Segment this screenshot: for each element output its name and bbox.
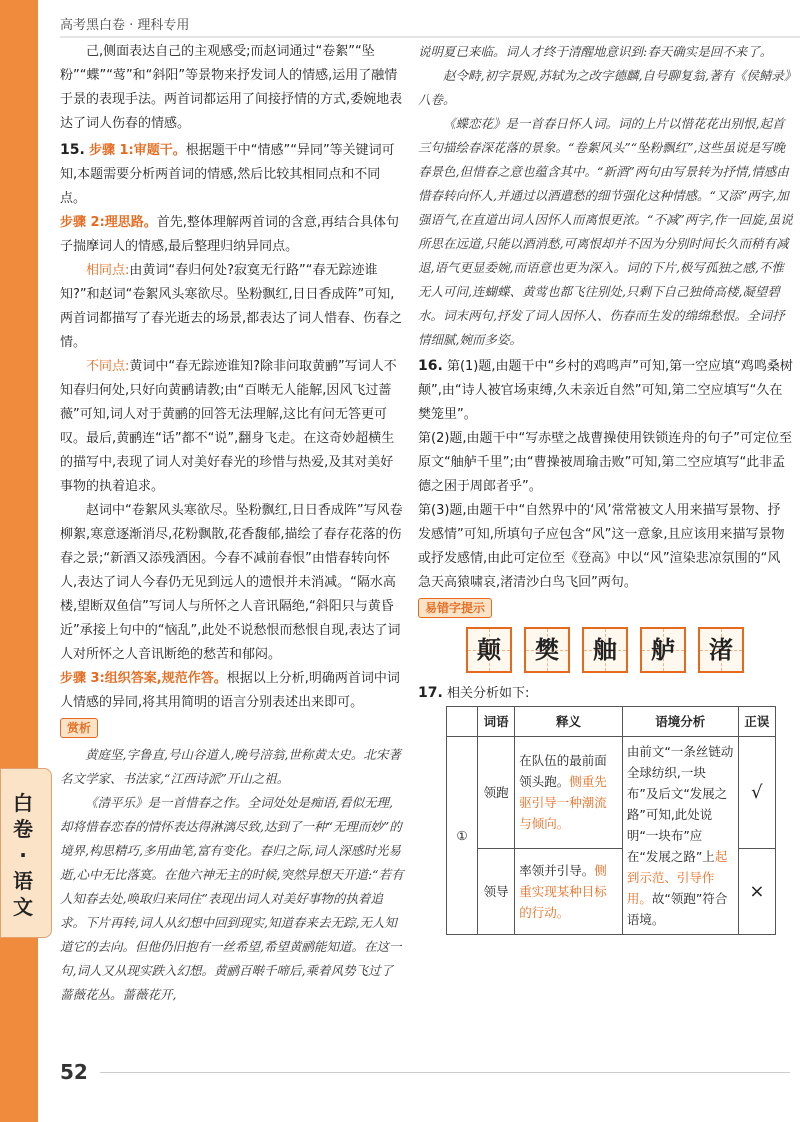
table-header: 正误 [738, 707, 775, 737]
q15-step1 [60, 138, 405, 211]
q15-step1-text: 根据题干中“情感”“异同”等关键词可知,本题需要分析两首词的情感,然后比较其相同点和不同点。 [60, 143, 395, 206]
analysis-text: 由前文“一条丝链动全球纺织,一块布”及后文“发展之路”可知,此处说明“一块布”应在“发展之路”上 [626, 744, 734, 864]
tip-chars [466, 627, 793, 673]
appreciation-badge: 赏析 [60, 718, 98, 738]
analysis-cell [622, 737, 738, 935]
tip-char-box [582, 627, 628, 673]
table-header: 语境分析 [622, 707, 738, 737]
word-cell: 领导 [478, 848, 515, 934]
header-title: 高考黑白卷 · 理科专用 [60, 18, 190, 33]
bottom-rule [100, 1072, 790, 1073]
diff-label: 不同点: [86, 359, 130, 374]
appreciation-header [60, 717, 405, 741]
q15-step3-label: 步骤 3:组织答案,规范作答。 [60, 671, 227, 686]
side-label-char: · [19, 843, 27, 867]
side-label-char: 卷 [13, 817, 33, 841]
side-bar [0, 0, 38, 1122]
qingpingle-analysis: 《清平乐》是一首惜春之作。全词处处是痴语,看似无理,却将惜春恋春的情怀表达得淋漓尽致,达到了一种“无理而妙”的境界,构思精巧,多用曲笔,富有变化。春归之际,词人深感时光易逝,心中无比落寞。在他六神无主的时候,突然异想天开道:“若有人知春去处,唤取归来同住”表现出词人对美好事物的执着追求。下片再转,词人从幻想中回到现实,知道春来去无踪,无人知道它的去向。但他仍旧抱有一丝希望,希望黄鹂能知道。在这一句,词人又从现实跌入幻想。黄鹂百啭千啼后,乘着风势飞过了蔷薇花丛。蔷薇花开, [60, 795, 404, 1002]
diff-text: 黄词中“春无踪迹谁知?除非问取黄鹂”写词人不知春归何处,只好向黄鹂请教;由“百啭无人能解,因风飞过蔷薇”可知,词人对于黄鹂的回答无法理解,这比有问无答更可叹。最后,黄鹂连“话”都不“说”,翻身飞走。在这奇妙超横生的描写中,表现了词人对美好春光的珍惜与热爱,及其对美好事物的执着追求。 [60, 359, 397, 494]
tip-char-box [698, 627, 744, 673]
q16-p1-text: 第(1)题,由题干中“乡村的鸡鸣声”可知,第一空应填“鸡鸣桑树颠”,由“诗人被官场束缚,久未亲近自然”可知,第二空应填写“久在樊笼里”。 [418, 359, 793, 422]
huang-bio: 黄庭坚,字鲁直,号山谷道人,晚号涪翁,世称黄太史。北宋著名文学家、书法家,“江西诗派”开山之祖。 [60, 747, 401, 786]
side-label [8, 790, 38, 920]
word-cell: 领跑 [478, 737, 515, 849]
right-column [418, 40, 793, 935]
tip-char-box [524, 627, 570, 673]
tip-header [418, 597, 793, 621]
tip-char-box [640, 627, 686, 673]
side-label-char: 白 [13, 791, 33, 815]
tip-char: 舻 [651, 636, 675, 664]
q17-number: 17. [418, 685, 443, 701]
tip-char: 舳 [593, 636, 617, 664]
q15-step2 [60, 211, 405, 259]
q16-part3: 第(3)题,由题干中“自然界中的‘风’常常被文人用来描写景物、抒发感情”可知,所填句子应包含“风”这一意象,且应该用来描写景物或抒发感情,由此可定位至《登高》中以“风”渲染悲凉氛围的“风急天高猿啸哀,渚清沙白鸟飞回”两句。 [418, 503, 785, 590]
analysis-table [446, 706, 776, 935]
q15-step3 [60, 667, 405, 715]
analysis-highlight: 起到示范、引导作用。 [626, 849, 728, 906]
q16-part2: 第(2)题,由题干中“写赤壁之战曹操使用铁锁连舟的句子”可定位至原文“舳舻千里”;由“曹操被周瑜击败”可知,第二空应填写“此非孟德之困于周郎者乎”。 [418, 431, 793, 494]
table-header: 词语 [478, 707, 515, 737]
q15-step2-text: 首先,整体理解两首词的含意,再结合具体句子揣摩词人的情感,最后整理归纳异同点。 [60, 215, 400, 254]
q16-part1 [418, 354, 793, 427]
dielianhua-analysis: 《蝶恋花》是一首春日怀人词。词的上片以惜花花出别恨,起首三句描绘春深花落的景象。“卷絮风头”“坠粉飘红”,这些虽说是写晚春景色,但惜春之意也蕴含其中。“新酒”两句由写景转为抒情,情感由惜春转向怀人,并通过以酒遣愁的细节强化这种情感。“又添”两字,加强语气,在直道出词人因怀人而离恨更浓。“不减”两字,作一回旋,虽说所思在远道,只能以酒消愁,可离恨却并不因为分别时间长久而稍有减退,语气更显委婉,而语意也更为深入。词的下片,极写孤独之感,不惟无人可问,连蝴蝶、黄莺也都飞往别处,只剩下自己独倚高楼,凝望碧水。词末两句,抒发了词人因怀人、伤春而生发的绵绵愁恨。全词抒情细腻,婉而多姿。 [418, 116, 793, 347]
q15-step1-label: 步骤 1:审题干。 [88, 143, 186, 158]
meaning-highlight: 侧重先驱引导一种潮流与倾向。 [519, 774, 607, 832]
correct-mark: √ [738, 737, 775, 849]
q17-intro [418, 681, 793, 706]
meaning-text: 在队伍的最前面领头跑。 [519, 753, 607, 790]
q17-intro-text: 相关分析如下: [446, 686, 530, 701]
zhao-analysis: 赵词中“卷絮风头寒欲尽。坠粉飘红,日日香成阵”写风卷柳絮,寒意逐渐消尽,花粉飘散,花香馥郁,描绘了春存花落的伤春之景;“新酒又添残酒困。今春不减前春恨”由惜春转向怀人,表达了词人今春仍无见到远人的遗恨并未消减。“隔水高楼,望断双鱼信”写词人与所怀之人音讯隔绝,“斜阳只与黄昏近”承接上句中的“恼乱”,此处不说愁恨而愁恨自现,表达了词人对所怀之人音讯断绝的愁苦和郁闷。 [60, 503, 403, 662]
tip-char: 樊 [535, 636, 559, 664]
left-column [60, 40, 405, 1007]
same-text: 由黄词“春归何处?寂寞无行路”“春无踪迹谁知?”和赵词“卷絮风头寒欲尽。坠粉飘红,日日香成阵”可知,两首词都描写了春光逝去的场景,都表达了词人惜春、伤春之情。 [60, 263, 403, 350]
same-points [60, 259, 405, 355]
meaning-highlight: 侧重实现某种目标的行动。 [519, 862, 607, 920]
header-rule [60, 36, 800, 38]
page-number: 52 [60, 1060, 88, 1084]
side-label-char: 语 [13, 869, 33, 893]
analysis-tail: 故“领跑”符合语境。 [626, 891, 728, 927]
tip-badge: 易错字提示 [418, 598, 492, 618]
side-label-char: 文 [13, 895, 33, 919]
meaning-cell [515, 848, 623, 934]
tip-char: 颠 [477, 636, 501, 664]
page-header [40, 0, 800, 40]
q15-number: 15. [60, 142, 85, 158]
tip-char-box [466, 627, 512, 673]
meaning-text: 率领并引导。 [519, 862, 595, 878]
tip-char: 渚 [709, 636, 733, 664]
meaning-cell [515, 737, 623, 849]
table-row [447, 737, 776, 849]
q16-number: 16. [418, 358, 443, 374]
table-header-empty [447, 707, 478, 737]
summer-note: 说明夏已来临。词人才终于清醒地意识到:春天确实是回不来了。 [418, 44, 773, 59]
wrong-mark: × [738, 848, 775, 934]
same-label: 相同点: [86, 263, 130, 278]
diff-points [60, 355, 405, 499]
q15-step2-label: 步骤 2:理思路。 [60, 215, 157, 230]
intro-paragraph: 己,侧面表达自己的主观感受;而赵词通过“卷絮”“坠粉”“蝶”“莺”和“斜阳”等景物来抒发词人的情感,运用了融情于景的表现手法。两首词都运用了间接抒情的方式,委婉地表达了词人伤春的情感。 [60, 44, 403, 131]
q15-step3-text: 根据以上分析,明确两首词中词人情感的异同,将其用简明的语言分别表述出来即可。 [60, 671, 400, 710]
table-header: 释义 [515, 707, 623, 737]
group-number: ① [447, 737, 478, 935]
zhao-bio: 赵令畤,初字景贶,苏轼为之改字德麟,自号聊复翁,著有《侯鲭录》八卷。 [418, 68, 791, 107]
